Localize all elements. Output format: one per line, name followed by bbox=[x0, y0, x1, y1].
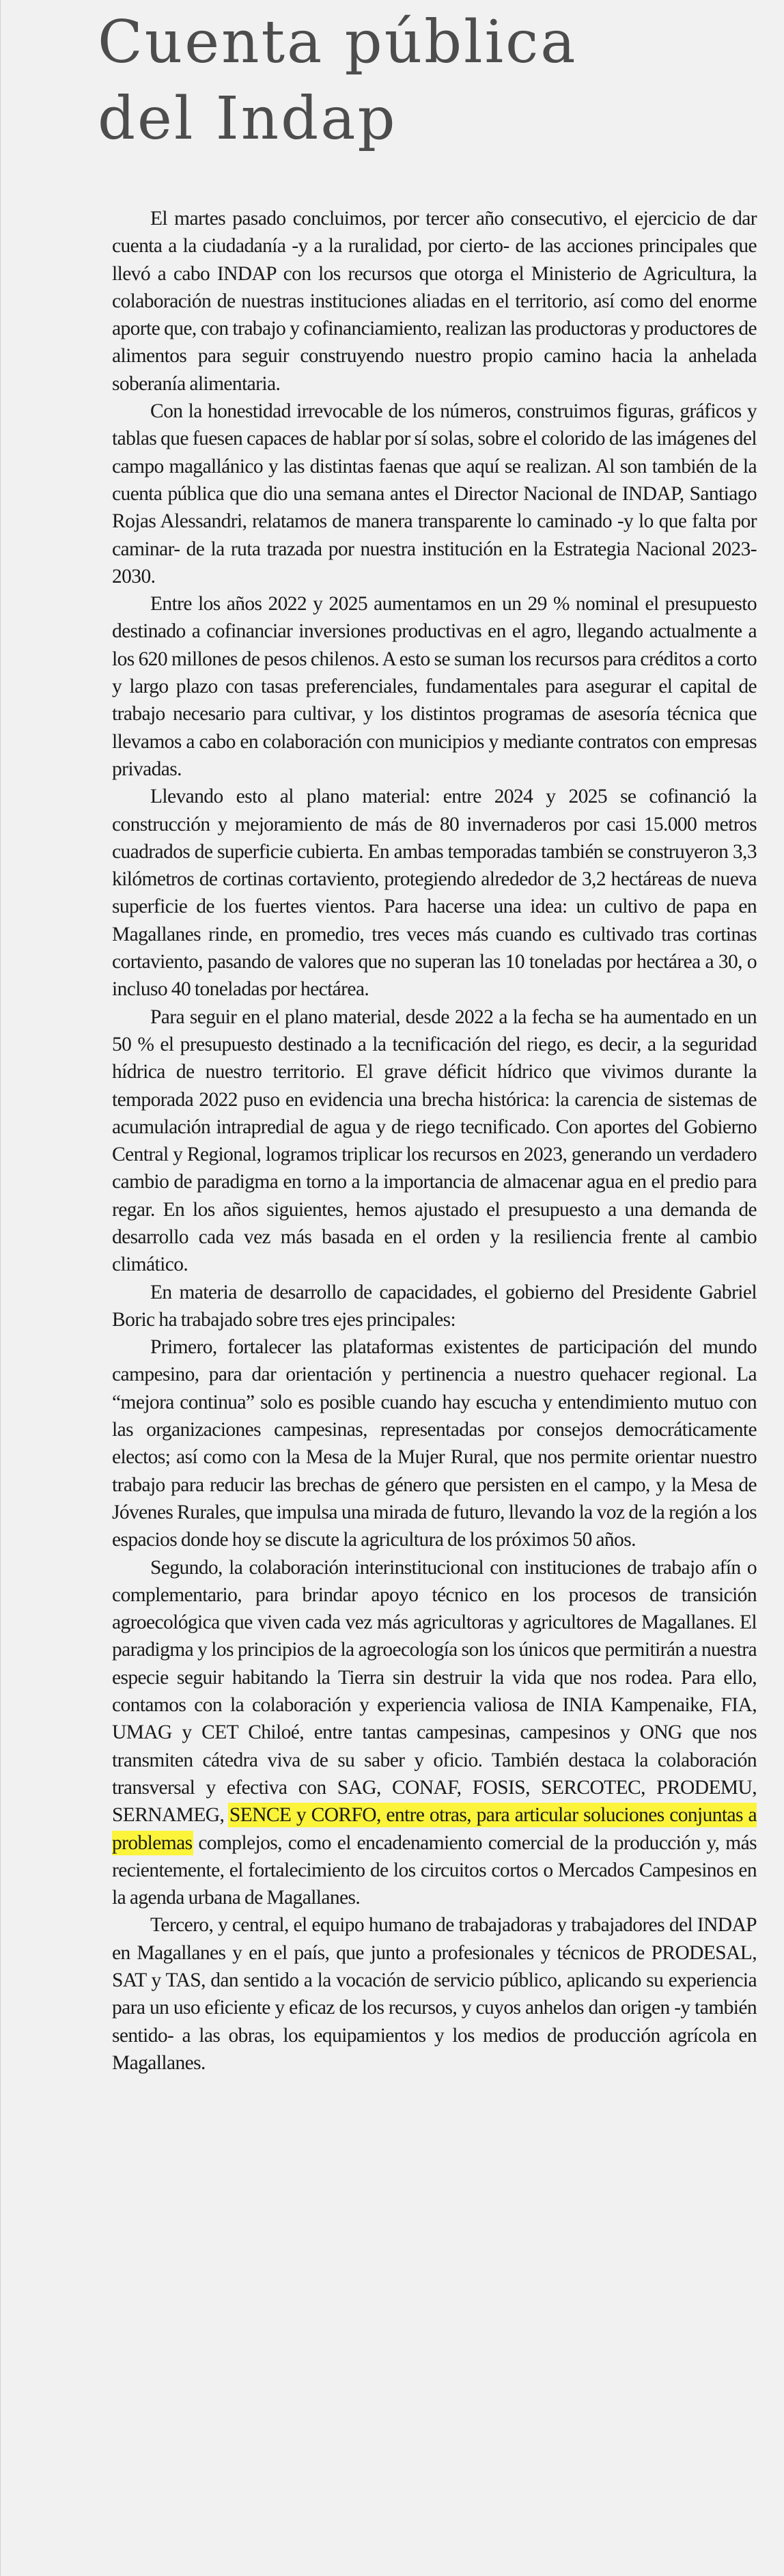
article-title-line-1: Cuenta pública bbox=[98, 8, 578, 77]
paragraph-segundo bbox=[112, 1554, 757, 1912]
paragraph-numbers: Con la honestidad irrevocable de los números, construimos figuras, gráficos y tablas que fuesen capaces de hablar por sí solas, sobre el colorido de las imágenes del campo magallánico y las distintas faenas que aquí se realizan. Al son también de la cuenta pública que dio una semana antes el Director Nacional de INDAP, Santiago Rojas Alessandri, relatamos de manera transparente lo caminado -y lo que falta por caminar- de la ruta trazada por nuestra institución en la Estrategia Nacional 2023-2030. bbox=[112, 400, 757, 587]
article-title-line-2: del Indap bbox=[98, 85, 397, 153]
paragraph-budget: Entre los años 2022 y 2025 aumentamos en un 29 % nominal el presupuesto destinado a cofinanciar inversiones productivas en el agro, llegando actualmente a los 620 millones de pesos chilenos. A esto se suman los recursos para créditos a corto y largo plazo con tasas preferenciales, fundamentales para asegurar el capital de trabajo necesario para cultivar, y los distintos programas de asesoría técnica que llevamos a cabo en colaboración con municipios y mediante contratos con empresas privadas. bbox=[112, 593, 757, 780]
segundo-text-after: complejos, como el encadenamiento comercial de la producción y, más recientemente, el fortalecimiento de los circuitos cortos o Mercados Campesinos en la agenda urbana de Magallanes. bbox=[112, 1831, 757, 1909]
article-body bbox=[112, 205, 757, 2077]
paragraph-primero: Primero, fortalecer las plataformas existentes de participación del mundo campesino, para dar orientación y pertinencia a nuestro quehacer regional. La “mejora continua” solo es posible cuando hay escucha y entendimiento mutuo con las organizaciones campesinas, representadas por consejos democráticamente electos; así como con la Mesa de la Mujer Rural, que nos permite orientar nuestro trabajo para reducir las brechas de género que persisten en el campo, y la Mesa de Jóvenes Rurales, que impulsa una mirada de futuro, llevando la voz de la región a los espacios donde hoy se discute la agricultura de los próximos 50 años. bbox=[112, 1336, 757, 1551]
highlighted-text: SENCE y CORFO, entre otras, para articular soluciones conjuntas a problemas bbox=[112, 1804, 757, 1854]
paragraph-tercero: Tercero, y central, el equipo humano de trabajadoras y trabajadores del INDAP en Magallanes y en el país, que junto a profesionales y técnicos de PRODESAL, SAT y TAS, dan sentido a la vocación de servicio público, aplicando su experiencia para un uso eficiente y eficaz de los recursos, y cuyos anhelos dan origen -y también sentido- a las obras, los equipamientos y los medios de producción agrícola en Magallanes. bbox=[112, 1914, 757, 2074]
segundo-text-before: Segundo, la colaboración interinstitucional con instituciones de trabajo afín o complementario, para brindar apoyo técnico en los procesos de transición agroecológica que viven cada vez más agricultoras y agricultores de Magallanes. El paradigma y los principios de la agroecología son los únicos que permitirán a nuestra especie seguir habitando la Tierra sin destruir la vida que nos rodea. Para ello, contamos con la colaboración y experiencia valiosa de INIA Kampenaike, FIA, UMAG y CET Chiloé, entre tantas campesinas, campesinos y ONG que nos transmiten cátedra viva de su saber y oficio. También destaca la colaboración transversal y efectiva con SAG, CONAF, FOSIS, SERCOTEC, PRODEMU, SERNAMEG, bbox=[112, 1556, 757, 1827]
paragraph-irrigation: Para seguir en el plano material, desde 2022 a la fecha se ha aumentado en un 50 % el presupuesto destinado a la tecnificación del riego, es decir, a la seguridad hídrica de nuestro territorio. El grave déficit hídrico que vivimos durante la temporada 2022 puso en evidencia una brecha histórica: la carencia de sistemas de acumulación intrapredial de agua y de riego tecnificado. Con aportes del Gobierno Central y Regional, logramos triplicar los recursos en 2023, generando un verdadero cambio de paradigma en torno a la importancia de almacenar agua en el predio para regar. En los años siguientes, hemos ajustado el presupuesto a una demanda de desarrollo cada vez más basada en el orden y la resiliencia frente al cambio climático. bbox=[112, 1006, 757, 1276]
paragraph-capacities: En materia de desarrollo de capacidades, el gobierno del Presidente Gabriel Boric ha trabajado sobre tres ejes principales: bbox=[112, 1281, 757, 1331]
paragraph-greenhouses: Llevando esto al plano material: entre 2024 y 2025 se cofinanció la construcción y mejoramiento de más de 80 invernaderos por casi 15.000 metros cuadrados de superficie cubierta. En ambas temporadas también se construyeron 3,3 kilómetros de cortinas cortaviento, protegiendo alrededor de 3,2 hectáreas de nueva superficie de los fuertes vientos. Para hacerse una idea: un cultivo de papa en Magallanes rinde, en promedio, tres veces más cuando es cultivado tras cortinas cortaviento, pasando de valores que no superan las 10 toneladas por hectárea a 30, o incluso 40 toneladas por hectárea. bbox=[112, 786, 757, 1001]
paragraph-intro: El martes pasado concluimos, por tercer año consecutivo, el ejercicio de dar cuenta a la ciudadanía -y a la ruralidad, por cierto- de las acciones principales que llevó a cabo INDAP con los recursos que otorga el Ministerio de Agricultura, la colaboración de nuestras instituciones aliadas en el territorio, así como del enorme aporte que, con trabajo y cofinanciamiento, realizan las productoras y productores de alimentos para seguir construyendo nuestro propio camino hacia la anhelada soberanía alimentaria. bbox=[112, 208, 757, 395]
page-edge bbox=[0, 0, 1, 2576]
article-title bbox=[98, 4, 753, 157]
